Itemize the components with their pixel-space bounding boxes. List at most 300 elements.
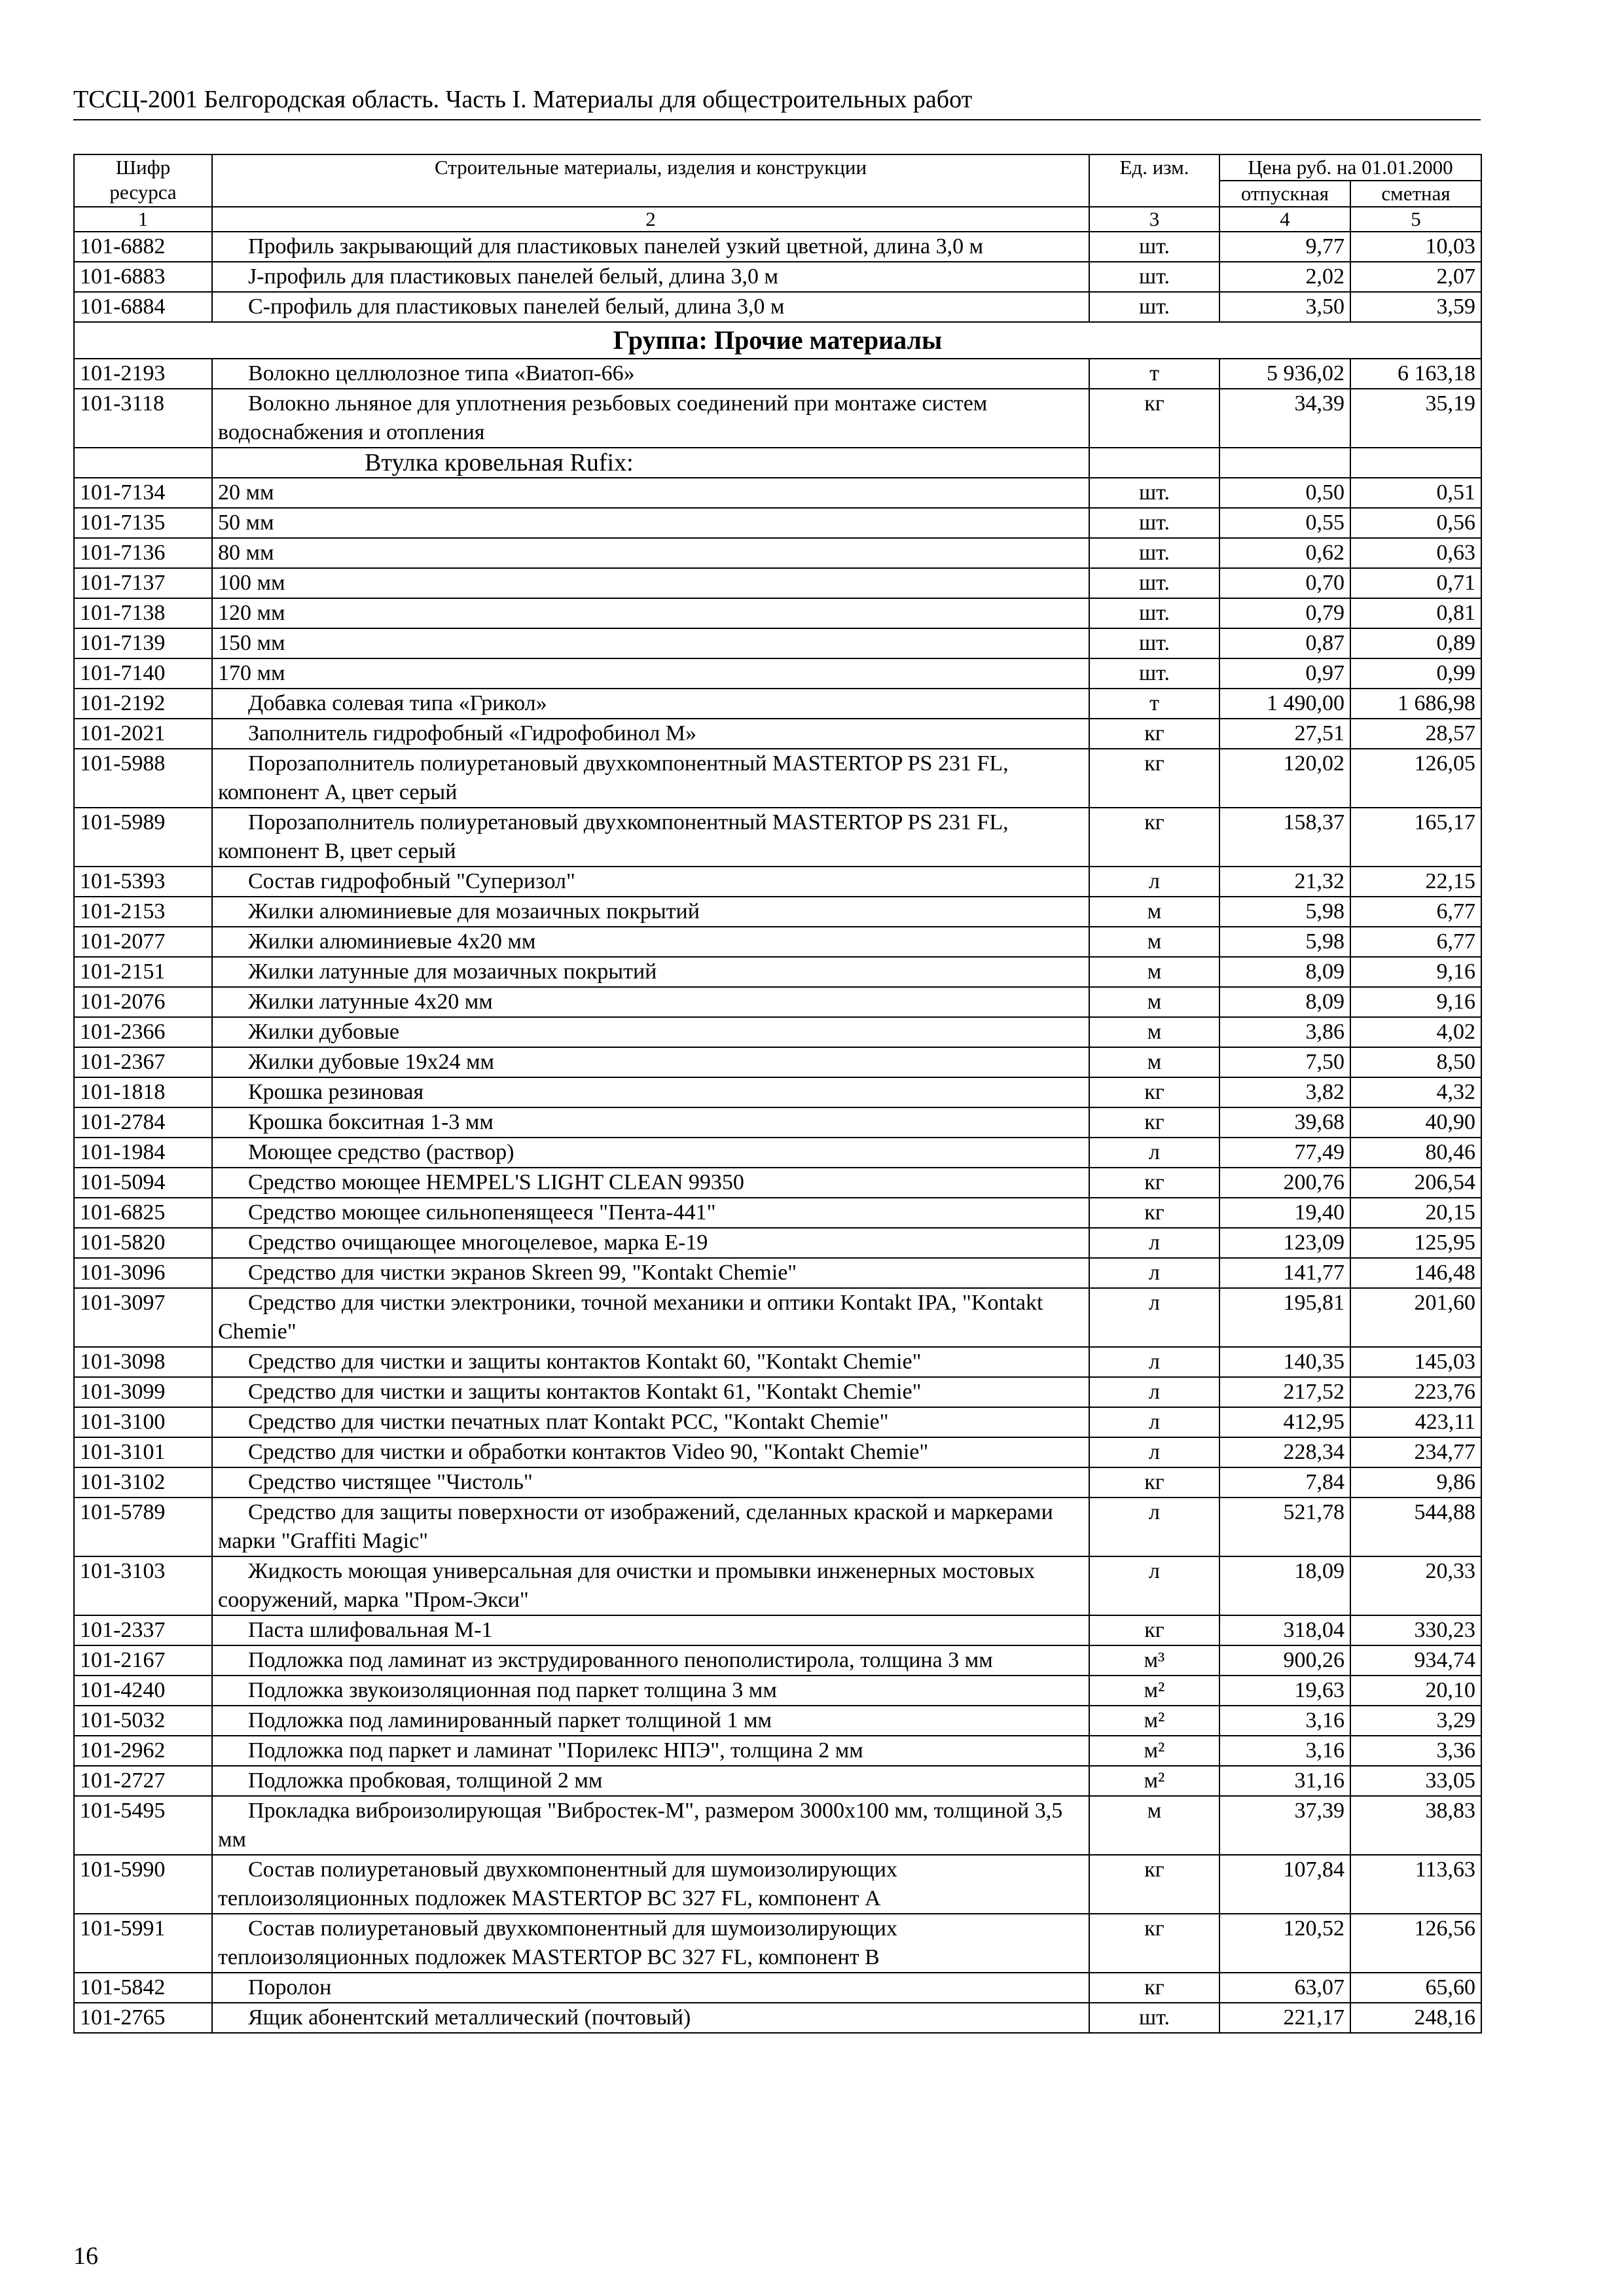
table-row — [74, 628, 1481, 658]
col-number-5: 5 — [1350, 207, 1481, 232]
cell-estimate-price: 330,23 — [1350, 1615, 1481, 1645]
cell-name: Ящик абонентский металлический (почтовый) — [212, 2003, 1089, 2033]
table-row — [74, 1645, 1481, 1676]
cell-estimate-price: 6,77 — [1350, 897, 1481, 927]
table-row — [74, 359, 1481, 389]
cell-code: 101-2367 — [74, 1047, 212, 1077]
table-row — [74, 2003, 1481, 2033]
cell-estimate-price: 544,88 — [1350, 1498, 1481, 1556]
cell-release-price: 107,84 — [1219, 1855, 1350, 1914]
cell-name: Средство моющее сильнопенящееся "Пента-441" — [212, 1198, 1089, 1228]
cell-name: Подложка под ламинированный паркет толщиной 1 мм — [212, 1706, 1089, 1736]
cell-code: 101-2167 — [74, 1645, 212, 1676]
cell-name: Профиль закрывающий для пластиковых панелей узкий цветной, длина 3,0 м — [212, 232, 1089, 262]
cell-name: Жилки латунные для мозаичных покрытий — [212, 957, 1089, 987]
cell-name: 80 мм — [212, 538, 1089, 568]
cell-name: Состав полиуретановый двухкомпонентный для шумоизолирующих теплоизоляционных подложек MASTERTOP BC 327 FL, компонент А — [212, 1855, 1089, 1914]
cell-unit: шт. — [1089, 2003, 1219, 2033]
cell-name: Моющее средство (раствор) — [212, 1138, 1089, 1168]
cell-name: 50 мм — [212, 508, 1089, 538]
cell-estimate-price: 38,83 — [1350, 1796, 1481, 1855]
cell-unit: кг — [1089, 1914, 1219, 1973]
cell-estimate-price: 10,03 — [1350, 232, 1481, 262]
cell-unit: л — [1089, 1407, 1219, 1437]
cell-unit: шт. — [1089, 508, 1219, 538]
cell-unit: м³ — [1089, 1645, 1219, 1676]
cell-estimate-price: 223,76 — [1350, 1377, 1481, 1407]
table-row — [74, 689, 1481, 719]
cell-estimate-price: 1 686,98 — [1350, 689, 1481, 719]
cell-estimate-price: 248,16 — [1350, 2003, 1481, 2033]
table-row — [74, 749, 1481, 808]
cell-unit: м² — [1089, 1676, 1219, 1706]
table-row — [74, 1138, 1481, 1168]
cell-name: 170 мм — [212, 658, 1089, 689]
cell-release-price: 27,51 — [1219, 719, 1350, 749]
cell-name: Паста шлифовальная М-1 — [212, 1615, 1089, 1645]
cell-estimate-price: 126,05 — [1350, 749, 1481, 808]
cell-code: 101-5990 — [74, 1855, 212, 1914]
page-number: 16 — [73, 2242, 98, 2270]
table-row — [74, 568, 1481, 598]
cell-estimate-price: 125,95 — [1350, 1228, 1481, 1258]
table-row — [74, 1706, 1481, 1736]
cell-release-price: 3,16 — [1219, 1736, 1350, 1766]
table-row — [74, 1107, 1481, 1138]
cell-unit: кг — [1089, 1615, 1219, 1645]
cell-name: Волокно целлюлозное типа «Виатоп-66» — [212, 359, 1089, 389]
cell-unit: м — [1089, 897, 1219, 927]
table-row — [74, 598, 1481, 628]
cell-release-price: 412,95 — [1219, 1407, 1350, 1437]
cell-release-price: 0,55 — [1219, 508, 1350, 538]
cell-estimate-price: 20,33 — [1350, 1556, 1481, 1615]
cell-estimate-price: 4,02 — [1350, 1017, 1481, 1047]
cell-unit: л — [1089, 867, 1219, 897]
cell-name: Средство для чистки и защиты контактов Kontakt 61, "Kontakt Chemie" — [212, 1377, 1089, 1407]
cell-name: Подложка пробковая, толщиной 2 мм — [212, 1766, 1089, 1796]
table-row — [74, 1228, 1481, 1258]
subgroup-price1-cell — [1219, 448, 1350, 478]
cell-name: Заполнитель гидрофобный «Гидрофобинол М» — [212, 719, 1089, 749]
cell-code: 101-7139 — [74, 628, 212, 658]
cell-name: Средство для чистки электроники, точной механики и оптики Kontakt IPA, "Kontakt Chemie" — [212, 1288, 1089, 1347]
cell-estimate-price: 201,60 — [1350, 1288, 1481, 1347]
cell-name: Крошка бокситная 1-3 мм — [212, 1107, 1089, 1138]
cell-code: 101-1818 — [74, 1077, 212, 1107]
cell-code: 101-2151 — [74, 957, 212, 987]
cell-release-price: 521,78 — [1219, 1498, 1350, 1556]
cell-unit: л — [1089, 1288, 1219, 1347]
table-row — [74, 508, 1481, 538]
table-row — [74, 927, 1481, 957]
cell-code: 101-6825 — [74, 1198, 212, 1228]
cell-unit: т — [1089, 359, 1219, 389]
cell-estimate-price: 80,46 — [1350, 1138, 1481, 1168]
cell-estimate-price: 145,03 — [1350, 1347, 1481, 1377]
cell-estimate-price: 423,11 — [1350, 1407, 1481, 1437]
cell-code: 101-2193 — [74, 359, 212, 389]
table-row — [74, 1736, 1481, 1766]
table-row — [74, 389, 1481, 448]
cell-estimate-price: 22,15 — [1350, 867, 1481, 897]
cell-estimate-price: 20,15 — [1350, 1198, 1481, 1228]
table-row — [74, 1556, 1481, 1615]
table-row — [74, 808, 1481, 867]
cell-estimate-price: 0,81 — [1350, 598, 1481, 628]
cell-unit: л — [1089, 1228, 1219, 1258]
table-row — [74, 538, 1481, 568]
cell-release-price: 200,76 — [1219, 1168, 1350, 1198]
col-number-1: 1 — [74, 207, 212, 232]
cell-release-price: 217,52 — [1219, 1377, 1350, 1407]
cell-estimate-price: 146,48 — [1350, 1258, 1481, 1288]
cell-name: Средство для чистки экранов Skreen 99, "Kontakt Chemie" — [212, 1258, 1089, 1288]
cell-code: 101-3096 — [74, 1258, 212, 1288]
cell-code: 101-5991 — [74, 1914, 212, 1973]
cell-unit: л — [1089, 1258, 1219, 1288]
cell-code: 101-3101 — [74, 1437, 212, 1467]
cell-code: 101-6884 — [74, 292, 212, 322]
table-row — [74, 1973, 1481, 2003]
col-estimate-price-header: сметная — [1350, 181, 1481, 207]
cell-release-price: 8,09 — [1219, 957, 1350, 987]
cell-estimate-price: 3,59 — [1350, 292, 1481, 322]
cell-code: 101-5820 — [74, 1228, 212, 1258]
cell-unit: кг — [1089, 1107, 1219, 1138]
cell-unit: кг — [1089, 719, 1219, 749]
table-row — [74, 1796, 1481, 1855]
col-number-3: 3 — [1089, 207, 1219, 232]
cell-release-price: 18,09 — [1219, 1556, 1350, 1615]
cell-code: 101-3118 — [74, 389, 212, 448]
cell-name: Средство для чистки и обработки контактов Video 90, "Kontakt Chemie" — [212, 1437, 1089, 1467]
cell-release-price: 34,39 — [1219, 389, 1350, 448]
cell-code: 101-2784 — [74, 1107, 212, 1138]
table-row — [74, 867, 1481, 897]
table-row — [74, 1168, 1481, 1198]
cell-unit: шт. — [1089, 628, 1219, 658]
cell-code: 101-5988 — [74, 749, 212, 808]
cell-name: 100 мм — [212, 568, 1089, 598]
table-body-main — [74, 689, 1481, 2033]
cell-release-price: 19,63 — [1219, 1676, 1350, 1706]
cell-code: 101-7137 — [74, 568, 212, 598]
cell-release-price: 3,82 — [1219, 1077, 1350, 1107]
cell-unit: кг — [1089, 1973, 1219, 2003]
cell-unit: л — [1089, 1377, 1219, 1407]
cell-unit: кг — [1089, 389, 1219, 448]
cell-name: Средство чистящее "Чистоль" — [212, 1467, 1089, 1498]
cell-release-price: 120,52 — [1219, 1914, 1350, 1973]
cell-estimate-price: 0,99 — [1350, 658, 1481, 689]
cell-release-price: 21,32 — [1219, 867, 1350, 897]
col-name-header: Строительные материалы, изделия и конструкции — [212, 154, 1089, 207]
cell-release-price: 8,09 — [1219, 987, 1350, 1017]
cell-code: 101-2366 — [74, 1017, 212, 1047]
cell-code: 101-5393 — [74, 867, 212, 897]
cell-code: 101-2153 — [74, 897, 212, 927]
cell-estimate-price: 206,54 — [1350, 1168, 1481, 1198]
cell-estimate-price: 35,19 — [1350, 389, 1481, 448]
cell-name: Порозаполнитель полиуретановый двухкомпонентный MASTERTOP PS 231 FL, компонент В, цвет серый — [212, 808, 1089, 867]
cell-name: J-профиль для пластиковых панелей белый, длина 3,0 м — [212, 262, 1089, 292]
cell-release-price: 19,40 — [1219, 1198, 1350, 1228]
cell-estimate-price: 0,89 — [1350, 628, 1481, 658]
table-row — [74, 1288, 1481, 1347]
cell-unit: шт. — [1089, 598, 1219, 628]
cell-release-price: 195,81 — [1219, 1288, 1350, 1347]
cell-name: Жилки латунные 4x20 мм — [212, 987, 1089, 1017]
cell-code: 101-7134 — [74, 478, 212, 508]
cell-release-price: 7,50 — [1219, 1047, 1350, 1077]
cell-estimate-price: 0,63 — [1350, 538, 1481, 568]
cell-name: Прокладка виброизолирующая "Вибростек-М", размером 3000x100 мм, толщиной 3,5 мм — [212, 1796, 1089, 1855]
cell-name: Жидкость моющая универсальная для очистки и промывки инженерных мостовых сооружений, марка "Пром-Экси" — [212, 1556, 1089, 1615]
table-row — [74, 1855, 1481, 1914]
table-row — [74, 897, 1481, 927]
cell-estimate-price: 165,17 — [1350, 808, 1481, 867]
cell-code: 101-2727 — [74, 1766, 212, 1796]
cell-unit: л — [1089, 1556, 1219, 1615]
cell-unit: т — [1089, 689, 1219, 719]
cell-release-price: 7,84 — [1219, 1467, 1350, 1498]
cell-release-price: 900,26 — [1219, 1645, 1350, 1676]
cell-unit: кг — [1089, 808, 1219, 867]
cell-release-price: 123,09 — [1219, 1228, 1350, 1258]
cell-name: 20 мм — [212, 478, 1089, 508]
header-rule — [73, 119, 1481, 120]
cell-release-price: 77,49 — [1219, 1138, 1350, 1168]
cell-estimate-price: 0,56 — [1350, 508, 1481, 538]
cell-estimate-price: 6,77 — [1350, 927, 1481, 957]
cell-estimate-price: 6 163,18 — [1350, 359, 1481, 389]
cell-name: Средство для чистки печатных плат Kontakt PCC, "Kontakt Chemie" — [212, 1407, 1089, 1437]
table-row — [74, 262, 1481, 292]
cell-estimate-price: 28,57 — [1350, 719, 1481, 749]
cell-code: 101-3102 — [74, 1467, 212, 1498]
table-row — [74, 1615, 1481, 1645]
cell-estimate-price: 40,90 — [1350, 1107, 1481, 1138]
cell-release-price: 5 936,02 — [1219, 359, 1350, 389]
cell-release-price: 63,07 — [1219, 1973, 1350, 2003]
cell-name: Состав гидрофобный "Суперизол" — [212, 867, 1089, 897]
cell-release-price: 228,34 — [1219, 1437, 1350, 1467]
cell-estimate-price: 4,32 — [1350, 1077, 1481, 1107]
table-row — [74, 232, 1481, 262]
table-row — [74, 1017, 1481, 1047]
col-price-header: Цена руб. на 01.01.2000 — [1219, 154, 1481, 181]
cell-name: Средство для чистки и защиты контактов Kontakt 60, "Kontakt Chemie" — [212, 1347, 1089, 1377]
table-row — [74, 1467, 1481, 1498]
resources-table — [73, 154, 1482, 2034]
cell-release-price: 0,62 — [1219, 538, 1350, 568]
cell-code: 101-2192 — [74, 689, 212, 719]
cell-unit: шт. — [1089, 232, 1219, 262]
cell-release-price: 318,04 — [1219, 1615, 1350, 1645]
cell-release-price: 0,70 — [1219, 568, 1350, 598]
table-row — [74, 292, 1481, 322]
cell-code: 101-5032 — [74, 1706, 212, 1736]
table-row — [74, 1437, 1481, 1467]
cell-unit: л — [1089, 1138, 1219, 1168]
cell-code: 101-3099 — [74, 1377, 212, 1407]
table-row — [74, 1198, 1481, 1228]
cell-unit: кг — [1089, 1077, 1219, 1107]
table-row — [74, 478, 1481, 508]
group-section — [74, 322, 1481, 359]
cell-estimate-price: 2,07 — [1350, 262, 1481, 292]
cell-unit: м — [1089, 1047, 1219, 1077]
table-row — [74, 1676, 1481, 1706]
table-row — [74, 1347, 1481, 1377]
table-row — [74, 1258, 1481, 1288]
cell-code: 101-2021 — [74, 719, 212, 749]
cell-unit: м² — [1089, 1706, 1219, 1736]
cell-code: 101-3100 — [74, 1407, 212, 1437]
cell-estimate-price: 65,60 — [1350, 1973, 1481, 2003]
cell-estimate-price: 9,86 — [1350, 1467, 1481, 1498]
cell-code: 101-2077 — [74, 927, 212, 957]
cell-name: С-профиль для пластиковых панелей белый, длина 3,0 м — [212, 292, 1089, 322]
cell-estimate-price: 3,36 — [1350, 1736, 1481, 1766]
cell-release-price: 0,87 — [1219, 628, 1350, 658]
table-row — [74, 658, 1481, 689]
cell-code: 101-2962 — [74, 1736, 212, 1766]
page-header: ТССЦ-2001 Белгородская область. Часть I. Материалы для общестроительных работ — [73, 86, 973, 113]
cell-code: 101-3103 — [74, 1556, 212, 1615]
cell-unit: л — [1089, 1437, 1219, 1467]
subgroup-section — [74, 448, 1481, 478]
cell-release-price: 141,77 — [1219, 1258, 1350, 1288]
cell-estimate-price: 934,74 — [1350, 1645, 1481, 1676]
table-row — [74, 1407, 1481, 1437]
subgroup-price2-cell — [1350, 448, 1481, 478]
cell-code: 101-5094 — [74, 1168, 212, 1198]
cell-name: 120 мм — [212, 598, 1089, 628]
cell-unit: кг — [1089, 1467, 1219, 1498]
cell-code: 101-3097 — [74, 1288, 212, 1347]
cell-name: Жилки дубовые — [212, 1017, 1089, 1047]
cell-unit: шт. — [1089, 538, 1219, 568]
cell-name: Жилки алюминиевые 4x20 мм — [212, 927, 1089, 957]
cell-release-price: 2,02 — [1219, 262, 1350, 292]
cell-estimate-price: 9,16 — [1350, 957, 1481, 987]
cell-name: Средство для защиты поверхности от изображений, сделанных краской и маркерами марки "Graffiti Magic" — [212, 1498, 1089, 1556]
cell-unit: кг — [1089, 749, 1219, 808]
table-row — [74, 1377, 1481, 1407]
col-release-price-header: отпускная — [1219, 181, 1350, 207]
cell-code: 101-5989 — [74, 808, 212, 867]
cell-code: 101-7140 — [74, 658, 212, 689]
cell-estimate-price: 0,51 — [1350, 478, 1481, 508]
table-row — [74, 1047, 1481, 1077]
cell-name: Средство моющее HEMPEL'S LIGHT CLEAN 99350 — [212, 1168, 1089, 1198]
table-row — [74, 957, 1481, 987]
cell-name: Добавка солевая типа «Грикол» — [212, 689, 1089, 719]
cell-estimate-price: 33,05 — [1350, 1766, 1481, 1796]
cell-name: Жилки алюминиевые для мозаичных покрытий — [212, 897, 1089, 927]
cell-release-price: 39,68 — [1219, 1107, 1350, 1138]
cell-unit: м — [1089, 1017, 1219, 1047]
cell-unit: м — [1089, 957, 1219, 987]
cell-code: 101-7138 — [74, 598, 212, 628]
col-code-header: Шифр ресурса — [74, 154, 212, 207]
group-row — [74, 322, 1481, 359]
cell-release-price: 221,17 — [1219, 2003, 1350, 2033]
table-body-sub — [74, 478, 1481, 689]
cell-unit: м — [1089, 927, 1219, 957]
table-row — [74, 1077, 1481, 1107]
cell-estimate-price: 20,10 — [1350, 1676, 1481, 1706]
cell-release-price: 120,02 — [1219, 749, 1350, 808]
cell-release-price: 0,97 — [1219, 658, 1350, 689]
table-row — [74, 1498, 1481, 1556]
cell-code: 101-2337 — [74, 1615, 212, 1645]
cell-name: Состав полиуретановый двухкомпонентный для шумоизолирующих теплоизоляционных подложек MASTERTOP BC 327 FL, компонент В — [212, 1914, 1089, 1973]
cell-unit: м — [1089, 987, 1219, 1017]
table-body-top — [74, 232, 1481, 322]
cell-name: Крошка резиновая — [212, 1077, 1089, 1107]
table-body-mid — [74, 359, 1481, 448]
cell-unit: кг — [1089, 1855, 1219, 1914]
cell-estimate-price: 8,50 — [1350, 1047, 1481, 1077]
col-number-4: 4 — [1219, 207, 1350, 232]
cell-unit: шт. — [1089, 262, 1219, 292]
cell-code: 101-7135 — [74, 508, 212, 538]
table-row — [74, 1766, 1481, 1796]
subgroup-title: Втулка кровельная Rufix: — [212, 448, 1089, 478]
col-number-2: 2 — [212, 207, 1089, 232]
cell-unit: шт. — [1089, 292, 1219, 322]
cell-estimate-price: 0,71 — [1350, 568, 1481, 598]
cell-release-price: 1 490,00 — [1219, 689, 1350, 719]
table-row — [74, 1914, 1481, 1973]
cell-unit: шт. — [1089, 568, 1219, 598]
cell-unit: шт. — [1089, 658, 1219, 689]
cell-code: 101-6883 — [74, 262, 212, 292]
cell-name: Подложка под паркет и ламинат "Порилекс НПЭ", толщина 2 мм — [212, 1736, 1089, 1766]
cell-code: 101-2076 — [74, 987, 212, 1017]
cell-estimate-price: 113,63 — [1350, 1855, 1481, 1914]
cell-name: Поролон — [212, 1973, 1089, 2003]
cell-release-price: 3,16 — [1219, 1706, 1350, 1736]
col-unit-header: Ед. изм. — [1089, 154, 1219, 207]
cell-name: Подложка звукоизоляционная под паркет толщина 3 мм — [212, 1676, 1089, 1706]
cell-unit: кг — [1089, 1168, 1219, 1198]
cell-code: 101-1984 — [74, 1138, 212, 1168]
subgroup-row — [74, 448, 1481, 478]
cell-release-price: 0,50 — [1219, 478, 1350, 508]
table-row — [74, 719, 1481, 749]
cell-code: 101-7136 — [74, 538, 212, 568]
subgroup-unit-cell — [1089, 448, 1219, 478]
cell-release-price: 3,50 — [1219, 292, 1350, 322]
cell-name: Порозаполнитель полиуретановый двухкомпонентный MASTERTOP PS 231 FL, компонент А, цвет серый — [212, 749, 1089, 808]
cell-name: Волокно льняное для уплотнения резьбовых соединений при монтаже систем водоснабжения и отопления — [212, 389, 1089, 448]
cell-release-price: 9,77 — [1219, 232, 1350, 262]
table-header — [74, 154, 1481, 232]
cell-name: Жилки дубовые 19x24 мм — [212, 1047, 1089, 1077]
cell-code: 101-5842 — [74, 1973, 212, 2003]
cell-unit: м — [1089, 1796, 1219, 1855]
subgroup-code-cell — [74, 448, 212, 478]
cell-estimate-price: 3,29 — [1350, 1706, 1481, 1736]
cell-unit: л — [1089, 1498, 1219, 1556]
group-title: Группа: Прочие материалы — [74, 322, 1481, 359]
cell-release-price: 158,37 — [1219, 808, 1350, 867]
cell-release-price: 5,98 — [1219, 897, 1350, 927]
